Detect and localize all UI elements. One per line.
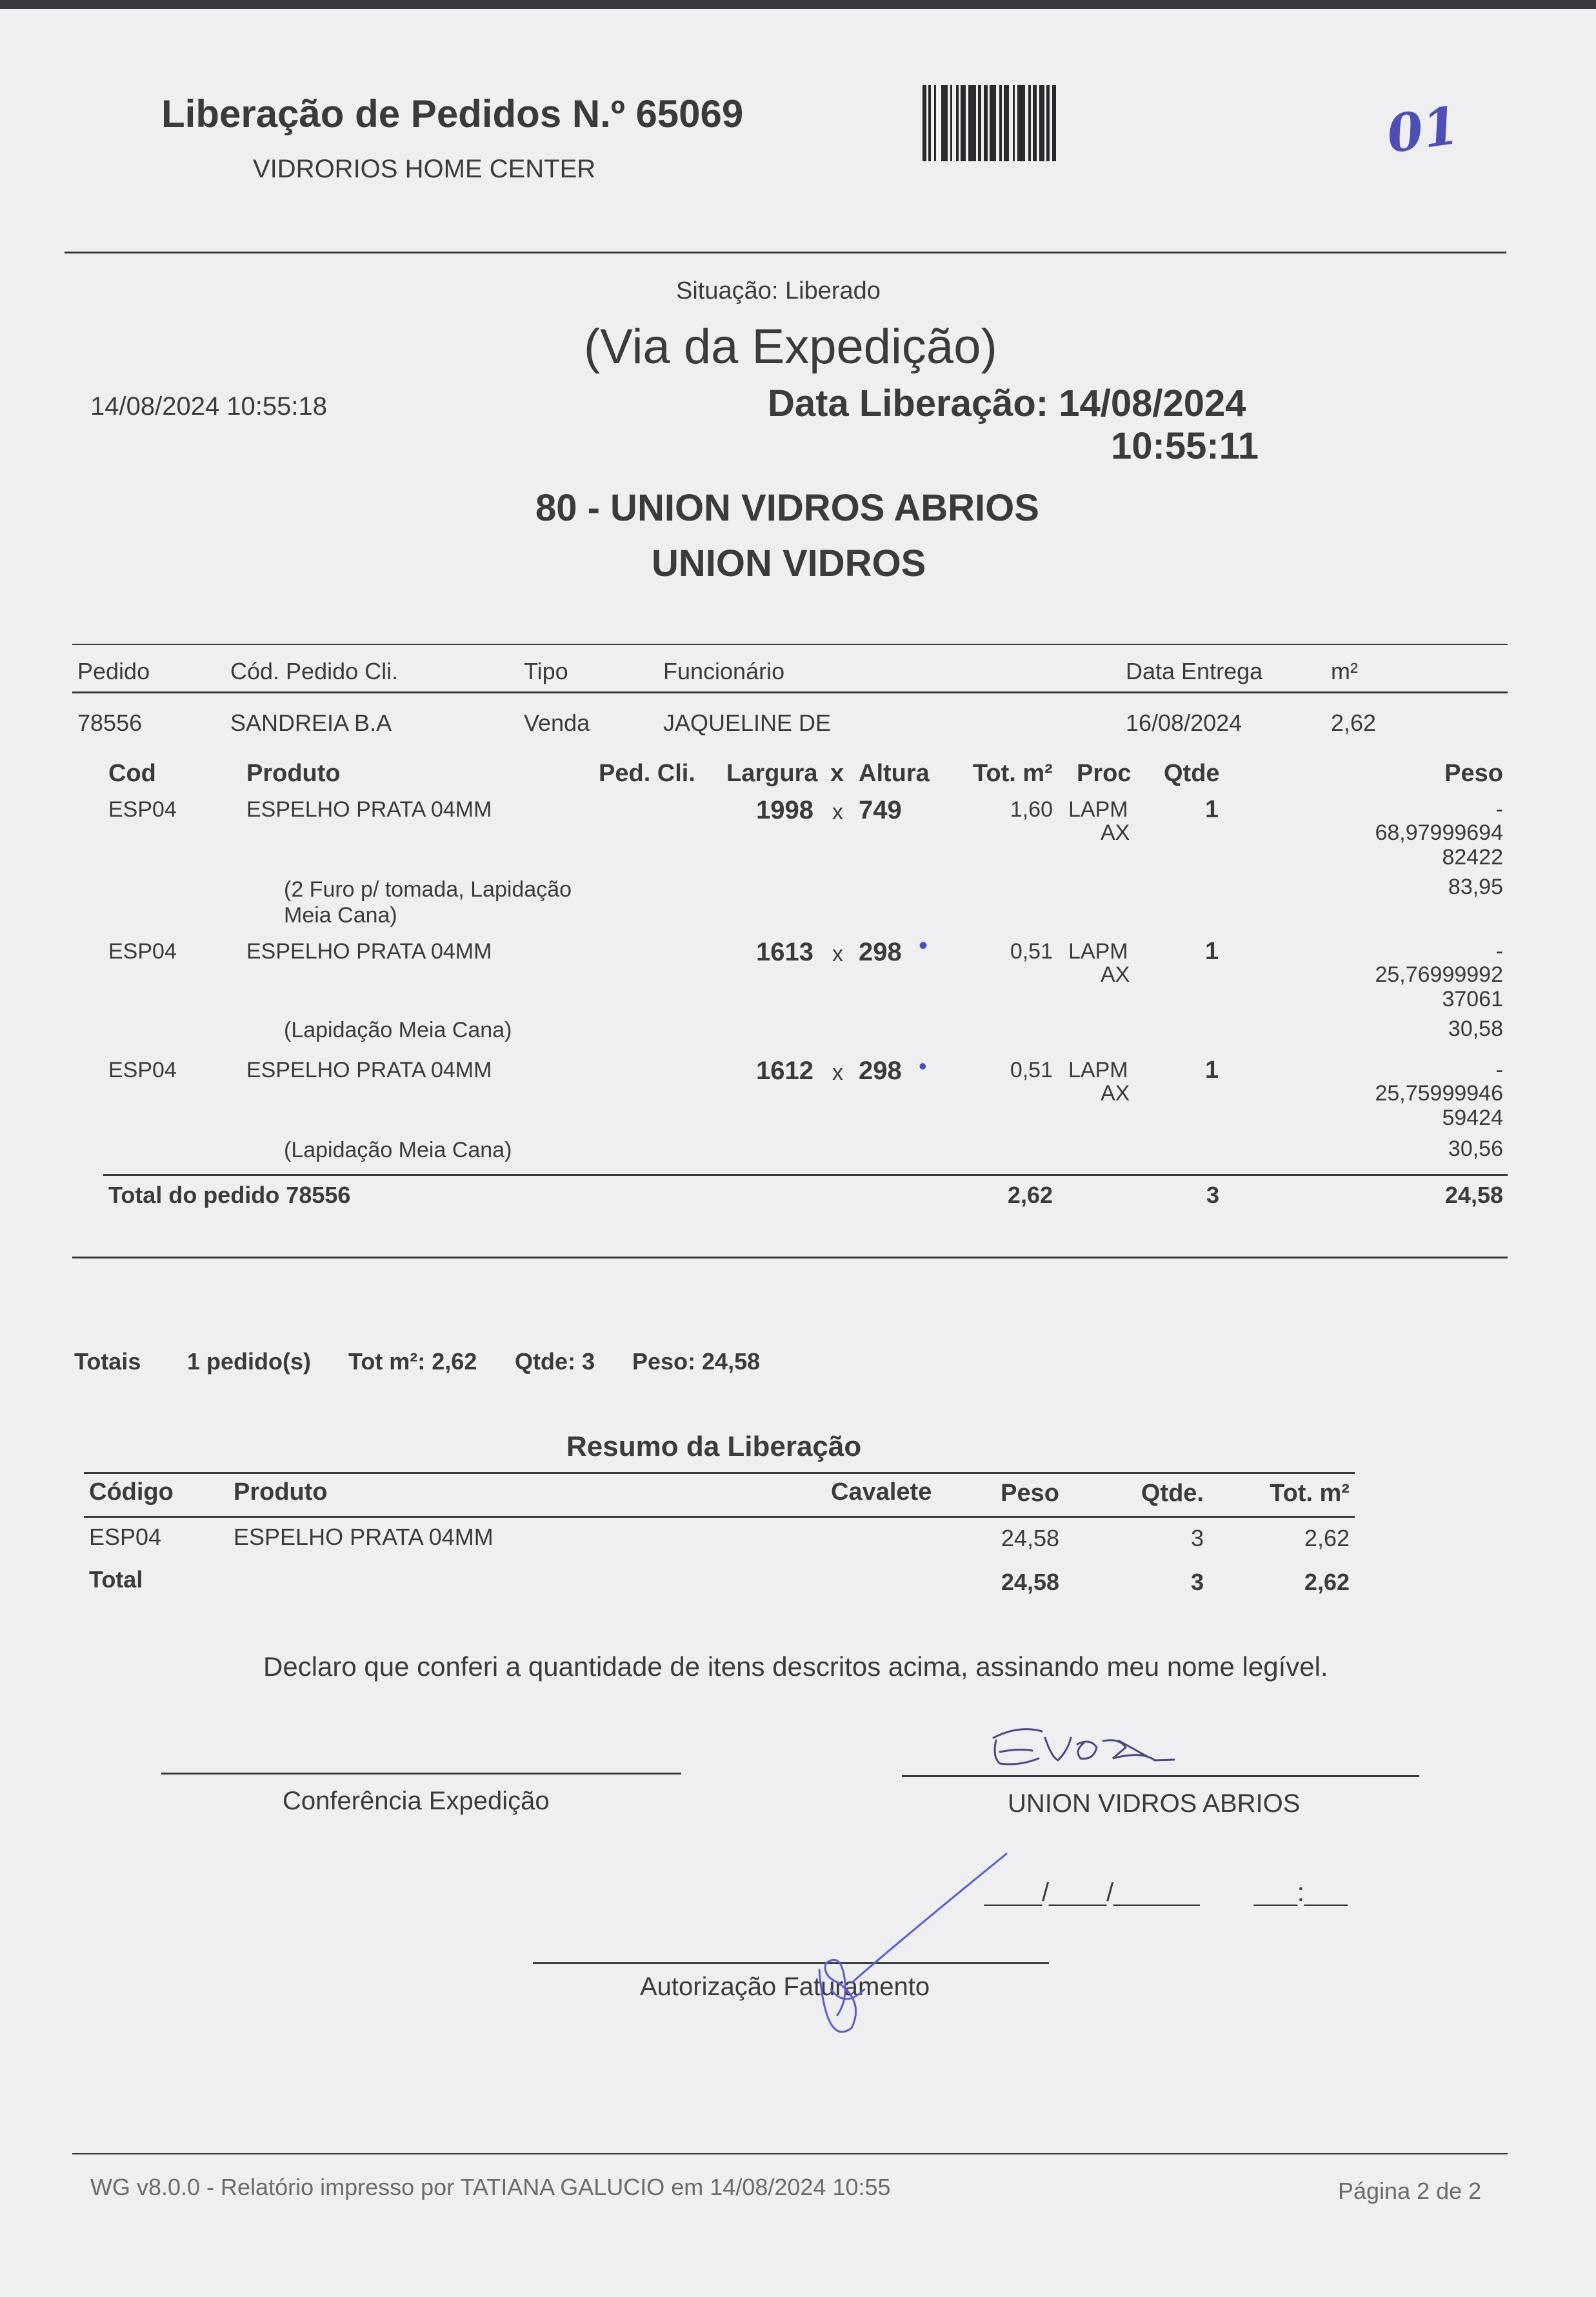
order-header-top-rule (72, 644, 1508, 645)
item-1-cod: ESP04 (108, 797, 177, 822)
items-col-peso: Peso (1444, 760, 1503, 787)
resumo-col-peso: Peso (1001, 1480, 1059, 1507)
document-page (0, 9, 1596, 2297)
resumo-row-codigo: ESP04 (89, 1524, 162, 1550)
item-2-qtde: 1 (1205, 938, 1219, 965)
order-pedido-value: 78556 (77, 710, 143, 736)
item-1-proc: LAPM (1068, 797, 1128, 822)
client-signature-line (902, 1775, 1419, 1777)
item-2-cod: ESP04 (108, 939, 177, 964)
item-1-altura: 749 (859, 796, 902, 824)
totals-pedidos: 1 pedido(s) (187, 1348, 312, 1375)
resumo-title: Resumo da Liberação (566, 1431, 862, 1462)
handwritten-check-mark: • (919, 1053, 927, 1079)
item-3-largura: 1612 (756, 1057, 813, 1085)
handwritten-page-mark: 01 (1383, 94, 1463, 165)
status-situacao: Situação: Liberado (676, 277, 881, 304)
item-2-altura: 298 (859, 938, 902, 966)
item-1-qtde: 1 (1205, 796, 1219, 823)
item-3-qtde: 1 (1205, 1057, 1219, 1084)
item-1-peso-rounded: 83,95 (1448, 875, 1503, 899)
footer-rule (72, 2153, 1508, 2154)
via-label: (Via da Expedição) (584, 319, 997, 374)
items-col-cod: Cod (108, 760, 156, 787)
item-2-x: x (832, 942, 843, 966)
handwritten-check-mark: • (919, 931, 928, 960)
order-tipo-value: Venda (524, 710, 590, 736)
autorizacao-label: Autorização Faturamento (640, 1973, 930, 2001)
conferencia-label: Conferência Expedição (283, 1787, 550, 1815)
col-cod-pedido-cli: Cód. Pedido Cli. (230, 658, 399, 684)
item-1-largura: 1998 (756, 796, 813, 824)
item-1-peso-dash: - (1495, 797, 1503, 822)
order-m2-value: 2,62 (1331, 710, 1377, 736)
resumo-col-produto: Produto (234, 1478, 328, 1506)
item-3-peso-line1: 25,75999946 (1375, 1081, 1503, 1106)
footer-report-info: WG v8.0.0 - Relatório impresso por TATIANA GALUCIO em 14/08/2024 10:55 (90, 2174, 891, 2200)
item-1-x: x (832, 800, 843, 824)
totals-qtde: Qtde: 3 (515, 1348, 595, 1375)
date-blank: ____/____/______ (984, 1878, 1200, 1907)
items-col-altura: Altura (859, 760, 930, 787)
item-1-tot-m2: 1,60 (1010, 797, 1053, 822)
order-section-end-rule (72, 1257, 1508, 1258)
col-funcionario: Funcionário (663, 658, 785, 684)
header-divider (65, 252, 1506, 254)
item-3-peso-line2: 59424 (1442, 1106, 1503, 1130)
items-col-largura: Largura (726, 760, 818, 787)
resumo-total-tot-m2: 2,62 (1304, 1569, 1350, 1595)
resumo-col-qtde: Qtde. (1141, 1480, 1204, 1507)
data-liberacao-time: 10:55:11 (1111, 425, 1259, 467)
item-2-proc-2: AX (1101, 962, 1130, 987)
resumo-row-qtde: 3 (1190, 1525, 1204, 1551)
resumo-header-rule (84, 1516, 1355, 1518)
item-1-peso-line1: 68,97999694 (1375, 820, 1503, 845)
item-2-produto: ESPELHO PRATA 04MM (246, 939, 492, 964)
item-2-largura: 1613 (756, 938, 813, 966)
items-col-produto: Produto (246, 760, 341, 787)
client-name: 80 - UNION VIDROS ABRIOS (535, 487, 1039, 529)
item-2-peso-line2: 37061 (1442, 987, 1503, 1011)
resumo-col-cavalete: Cavalete (831, 1478, 932, 1506)
print-timestamp: 14/08/2024 10:55:18 (90, 392, 328, 421)
totals-label: Totais (74, 1348, 141, 1375)
item-3-tot-m2: 0,51 (1010, 1058, 1053, 1082)
time-blank: ___:___ (1254, 1878, 1348, 1907)
resumo-total-label: Total (89, 1566, 143, 1593)
item-3-produto: ESPELHO PRATA 04MM (246, 1058, 492, 1082)
company-name: VIDRORIOS HOME CENTER (253, 155, 596, 183)
item-3-obs: (Lapidação Meia Cana) (284, 1138, 512, 1162)
resumo-top-rule (84, 1472, 1355, 1474)
item-1-obs: (2 Furo p/ tomada, Lapidação (284, 877, 572, 902)
item-1-proc-2: AX (1101, 820, 1130, 845)
col-tipo: Tipo (524, 658, 568, 684)
page-number: Página 2 de 2 (1338, 2178, 1482, 2204)
item-2-peso-rounded: 30,58 (1448, 1017, 1503, 1041)
authorization-signature (761, 1835, 1019, 2054)
resumo-row-tot-m2: 2,62 (1304, 1525, 1350, 1551)
document-title: Liberação de Pedidos N.º 65069 (161, 92, 744, 135)
item-2-proc: LAPM (1068, 939, 1128, 964)
resumo-row-produto: ESPELHO PRATA 04MM (234, 1524, 494, 1550)
items-col-ped-cli: Ped. Cli. (599, 760, 695, 787)
resumo-total-peso: 24,58 (1001, 1569, 1059, 1595)
items-col-qtde: Qtde (1164, 760, 1220, 787)
item-3-x: x (832, 1060, 843, 1085)
resumo-total-qtde: 3 (1190, 1569, 1204, 1595)
total-pedido-label: Total do pedido 78556 (108, 1182, 351, 1208)
resumo-col-codigo: Código (89, 1478, 174, 1506)
totals-m2: Tot m²: 2,62 (348, 1348, 477, 1375)
item-2-peso-line1: 25,76999992 (1375, 962, 1503, 987)
item-3-cod: ESP04 (108, 1058, 177, 1082)
resumo-col-tot-m2: Tot. m² (1270, 1480, 1350, 1507)
client-signature (981, 1712, 1200, 1789)
total-pedido-m2: 2,62 (1007, 1182, 1053, 1208)
order-header-bottom-rule (72, 691, 1508, 693)
declaration-text: Declaro que conferi a quantidade de itens descritos acima, assinando meu nome legível. (263, 1651, 1328, 1682)
totals-peso: Peso: 24,58 (632, 1348, 761, 1375)
item-3-peso-dash: - (1495, 1058, 1503, 1082)
total-pedido-qtde: 3 (1206, 1182, 1220, 1208)
item-2-tot-m2: 0,51 (1010, 939, 1053, 964)
order-cod-cli-value: SANDREIA B.A (230, 710, 392, 736)
conferencia-signature-line (161, 1773, 681, 1775)
item-2-peso-dash: - (1495, 939, 1503, 964)
order-data-entrega-value: 16/08/2024 (1126, 710, 1242, 736)
col-pedido: Pedido (77, 658, 150, 684)
col-m2: m² (1331, 658, 1358, 684)
order-funcionario-value: JAQUELINE DE (663, 710, 832, 736)
item-1-obs-2: Meia Cana) (284, 903, 397, 928)
client-short-name: UNION VIDROS (652, 542, 926, 584)
item-2-obs: (Lapidação Meia Cana) (284, 1018, 512, 1042)
items-total-rule (103, 1174, 1508, 1176)
barcode (923, 85, 1056, 161)
item-3-peso-rounded: 30,56 (1448, 1137, 1503, 1161)
col-data-entrega: Data Entrega (1126, 658, 1263, 684)
data-liberacao: Data Liberação: 14/08/2024 (768, 383, 1246, 424)
item-3-proc: LAPM (1068, 1058, 1128, 1082)
resumo-row-peso: 24,58 (1001, 1525, 1059, 1551)
item-3-altura: 298 (859, 1057, 902, 1085)
item-1-peso-line2: 82422 (1442, 845, 1503, 870)
items-col-tot-m2: Tot. m² (973, 760, 1053, 787)
client-signature-label: UNION VIDROS ABRIOS (1008, 1789, 1301, 1818)
items-col-proc: Proc (1077, 760, 1132, 787)
item-1-produto: ESPELHO PRATA 04MM (246, 797, 492, 822)
item-3-proc-2: AX (1101, 1081, 1130, 1106)
items-col-x: x (830, 760, 844, 787)
total-pedido-peso: 24,58 (1444, 1182, 1503, 1208)
